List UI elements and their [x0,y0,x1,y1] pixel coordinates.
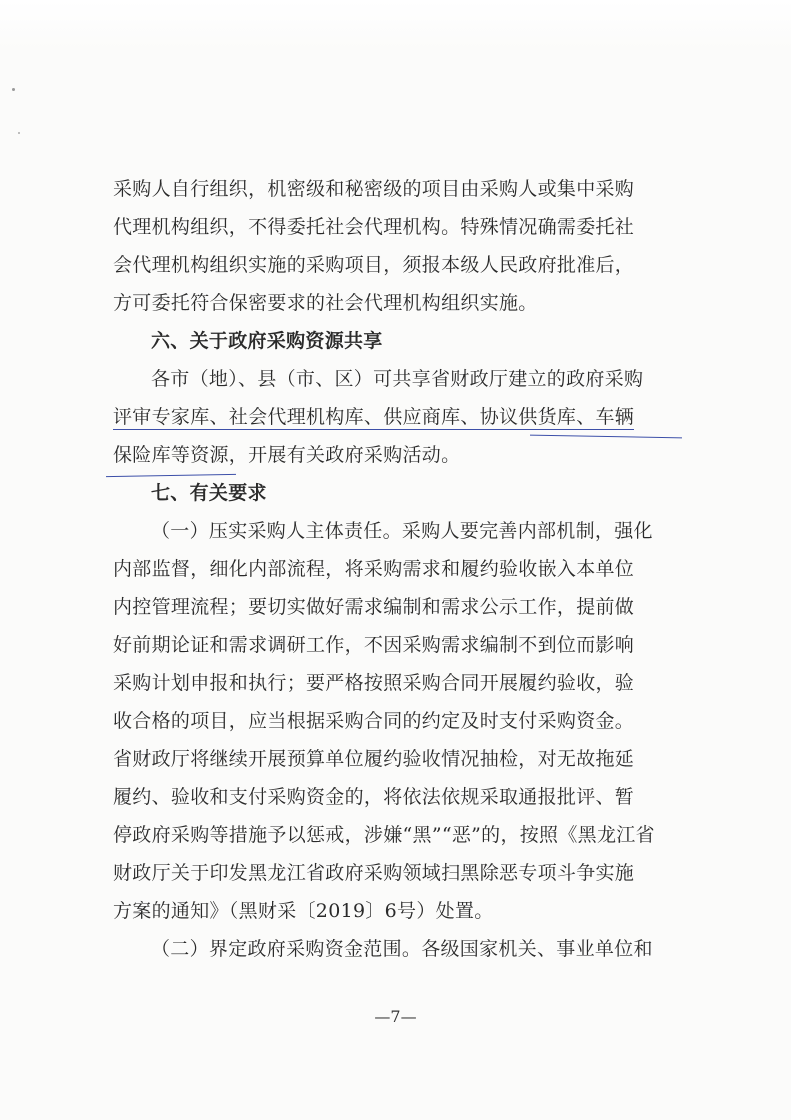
scan-top-edge [0,0,791,50]
paragraph-line: （二）界定政府采购资金范围。各级国家机关、事业单位和 [151,938,653,960]
scan-speck [18,132,20,134]
paragraph-line: 停政府采购等措施予以惩戒，涉嫌“黑”“恶”的，按照《黑龙江省 [113,824,655,846]
paragraph-line-underlined [113,398,688,436]
paragraph-line: 内控管理流程；要切实做好需求编制和需求公示工作，提前做 [113,596,635,618]
paragraph-line: 方案的通知》（黑财采〔2019〕6号）处置。 [113,900,494,922]
section-heading-7: 七、有关要求 [151,482,267,504]
paragraph-line: 省财政厅将继续开展预算单位履约验收情况抽检，对无故拖延 [113,748,635,770]
page-number: —7— [374,1007,417,1026]
paragraph-line: 内部监督，细化内部流程，将采购需求和履约验收嵌入本单位 [113,558,635,580]
paragraph-line: 保险库等资源，开展有关政府采购活动。 [113,444,461,466]
paragraph-line: 财政厅关于印发黑龙江省政府采购领域扫黑除恶专项斗争实施 [113,862,635,884]
section-heading-6: 六、关于政府采购资源共享 [151,330,383,352]
paragraph-line: 采购人自行组织，机密级和秘密级的项目由采购人或集中采购 [113,178,635,200]
scan-speck [12,88,15,91]
paragraph-line: 代理机构组织，不得委托社会代理机构。特殊情况确需委托社 [113,216,635,238]
paragraph-line: 各市（地）、县（市、区）可共享省财政厅建立的政府采购 [151,368,644,390]
document-body [113,170,688,968]
paragraph-line: 收合格的项目，应当根据采购合同的约定及时支付采购资金。 [113,710,635,732]
paragraph-line: （一）压实采购人主体责任。采购人要完善内部机制，强化 [151,520,653,542]
paragraph-line: 会代理机构组织实施的采购项目，须报本级人民政府批准后， [113,254,635,276]
underlined-text: 评审专家库、社会代理机构库、供应商库、协议供货库、车辆 [113,406,635,428]
paragraph-line: 好前期论证和需求调研工作，不因采购需求编制不到位而影响 [113,634,635,656]
paragraph-line: 采购计划申报和执行；要严格按照采购合同开展履约验收，验 [113,672,635,694]
paragraph-line: 方可委托符合保密要求的社会代理机构组织实施。 [113,292,538,314]
paragraph-line: 履约、验收和支付采购资金的，将依法依规采取通报批评、暂 [113,786,635,808]
